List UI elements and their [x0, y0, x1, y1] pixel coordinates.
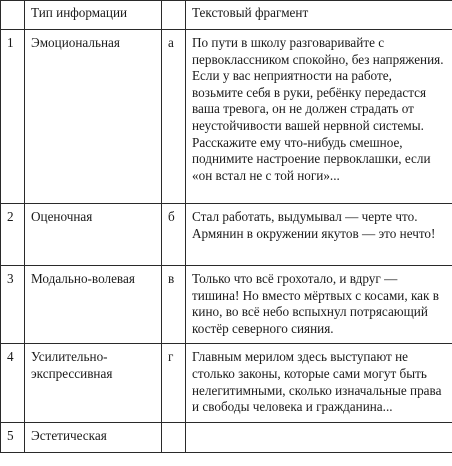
row-info-type: Эстетическая: [25, 422, 162, 452]
row-number: 4: [1, 344, 25, 422]
row-number: 5: [1, 422, 25, 452]
header-number: [1, 1, 25, 30]
row-number: 2: [1, 204, 25, 266]
table-row: [1, 30, 452, 204]
row-info-type: Усилительно-экспрессивная: [25, 344, 162, 422]
table-row: [1, 422, 452, 452]
row-letter: г: [162, 344, 186, 422]
row-letter: б: [162, 204, 186, 266]
row-text-fragment: Главным мерилом здесь выступают не столько законы, которые сами могут быть нелегитимными, сколько изначальные права и свободы человека и гражданина...: [186, 344, 452, 422]
header-text-fragment: Текстовый фрагмент: [186, 1, 452, 30]
table-header-row: [1, 1, 452, 30]
row-letter: в: [162, 266, 186, 344]
row-text-fragment: Только что всё грохотало, и вдруг — тишина! Но вместо мёртвых с косами, как в кино, во всё небо вспыхнул потрясающий костёр северного сияния.: [186, 266, 452, 344]
row-letter: [162, 422, 186, 452]
row-info-type: Модально-волевая: [25, 266, 162, 344]
row-info-type: Оценочная: [25, 204, 162, 266]
row-number: 1: [1, 30, 25, 204]
row-letter: а: [162, 30, 186, 204]
row-info-type: Эмоциональная: [25, 30, 162, 204]
header-info-type: Тип информации: [25, 1, 162, 30]
row-number: 3: [1, 266, 25, 344]
header-letter: [162, 1, 186, 30]
table-row: [1, 204, 452, 266]
row-text-fragment: По пути в школу разговаривайте с первоклассником спокойно, без напряжения. Если у вас неприятности на работе, возьмите себя в руки, ребёнку передастся ваша тревога, он не должен страдать от неустойчивости вашей нервной системы. Расскажите ему что-нибудь смешное, поднимите настроение первоклашки, если «он встал не с той ноги»...: [186, 30, 452, 204]
table-row: [1, 266, 452, 344]
table-row: [1, 344, 452, 422]
row-text-fragment: [186, 422, 452, 452]
row-text-fragment: Стал работать, выдумывал — черте что. Армянин в окружении якутов — это нечто!: [186, 204, 452, 266]
